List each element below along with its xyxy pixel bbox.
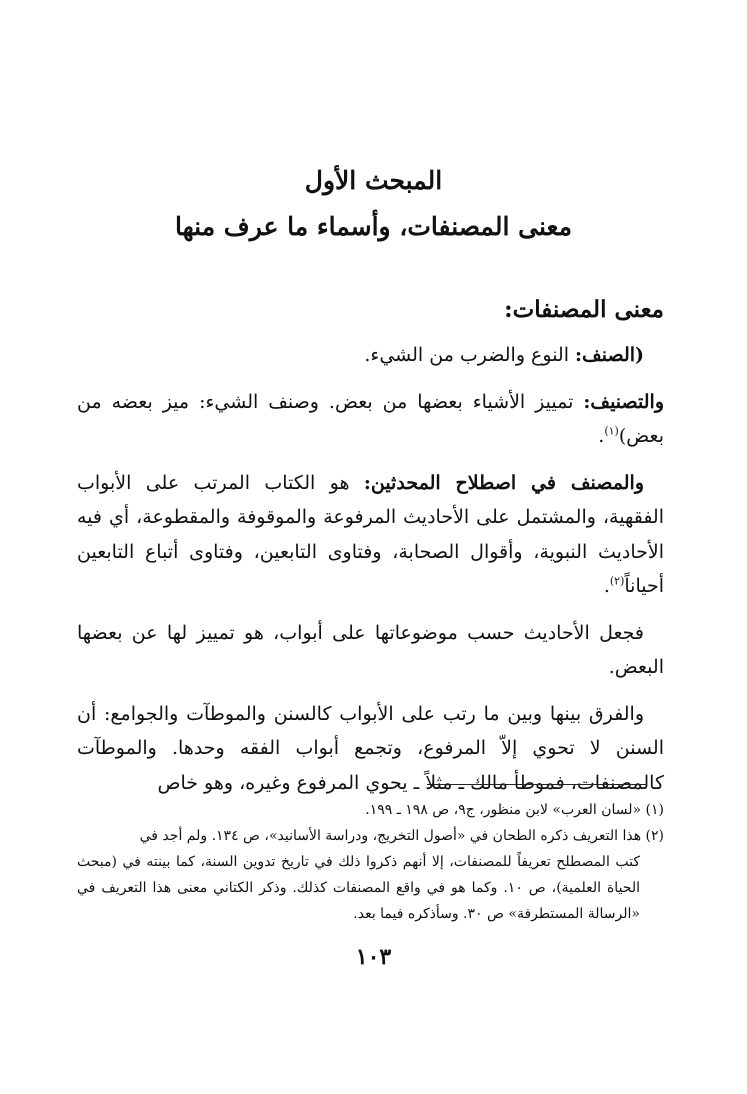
paragraph-text: فجعل الأحاديث حسب موضوعاتها على أبواب، هو تمييز لها عن بعضها البعض. bbox=[77, 621, 664, 678]
paragraph-musannaf-definition bbox=[77, 466, 664, 604]
footnote-ref-2: (٢) bbox=[609, 574, 625, 588]
page-number: ١٠٣ bbox=[355, 944, 392, 970]
paragraph-definition-tasnif bbox=[77, 385, 664, 454]
section-heading: معنى المصنفات: bbox=[504, 296, 664, 323]
footnote-2-first-line: (٢) هذا التعريف ذكره الطحان في «أصول التخريج، ودراسة الأسانيد»، ص ١٣٤. ولم أجد في bbox=[139, 828, 664, 844]
footnote-2-continuation: كتب المصطلح تعريفاً للمصنفات، إلا أنهم ذكروا ذلك في تاريخ تدوين السنة، كما بينته في (مبحث الحياة العلمية)، ص ١٠. وكما هو في واقع المصنفات كذلك. وذكر الكتاني معنى هذا التعريف في «الرسالة المستطرفة» ص ٣٠. وسأذكره فيما بعد. bbox=[77, 854, 640, 922]
footnote-ref-1: (١) bbox=[604, 424, 619, 438]
term-sinf: (الصنف: bbox=[575, 344, 644, 366]
definition-tasnif: تمييز الأشياء بعضها من بعض. وصنف الشيء: ميز بعضه من بعض) bbox=[77, 390, 664, 447]
footnote-divider bbox=[427, 784, 647, 785]
sentence-end: . bbox=[598, 425, 605, 447]
definition-musannaf: هو الكتاب المرتب على الأبواب الفقهية، والمشتمل على الأحاديث المرفوعة والموقوفة والمقطوعة، أي فيه الأحاديث النبوية، وأقوال الصحابة، وفتاوى التابعين، وفتاوى أتباع التابعين أحياناً bbox=[77, 471, 664, 597]
section-title: المبحث الأول bbox=[304, 166, 443, 195]
sentence-end: . bbox=[603, 575, 610, 597]
paragraph-text: والفرق بينها وبين ما رتب على الأبواب كالسنن والموطآت والجوامع: أن السنن لا تحوي إلاّ المرفوع، وتجمع أبواب الفقه وحدها. والموطآت كالمصنفات، فموطأ مالك ـ مثلاً ـ يحوي المرفوع وغيره، وهو خاص bbox=[77, 702, 664, 794]
definition-sinf: النوع والضرب من الشيء. bbox=[364, 344, 569, 366]
chapter-subtitle: معنى المصنفات، وأسماء ما عرف منها bbox=[175, 212, 572, 241]
body-text bbox=[77, 338, 664, 812]
footnotes bbox=[77, 797, 664, 927]
term-tasnif: والتصنيف: bbox=[583, 390, 664, 413]
footnote-1: (١) «لسان العرب» لابن منظور، ج٩، ص ١٩٨ ـ ١٩٩. bbox=[365, 802, 664, 818]
paragraph-topic-arrangement bbox=[77, 616, 664, 685]
term-musannaf: والمصنف في اصطلاح المحدثين: bbox=[363, 471, 644, 494]
paragraph-definition-sinf bbox=[77, 338, 664, 373]
